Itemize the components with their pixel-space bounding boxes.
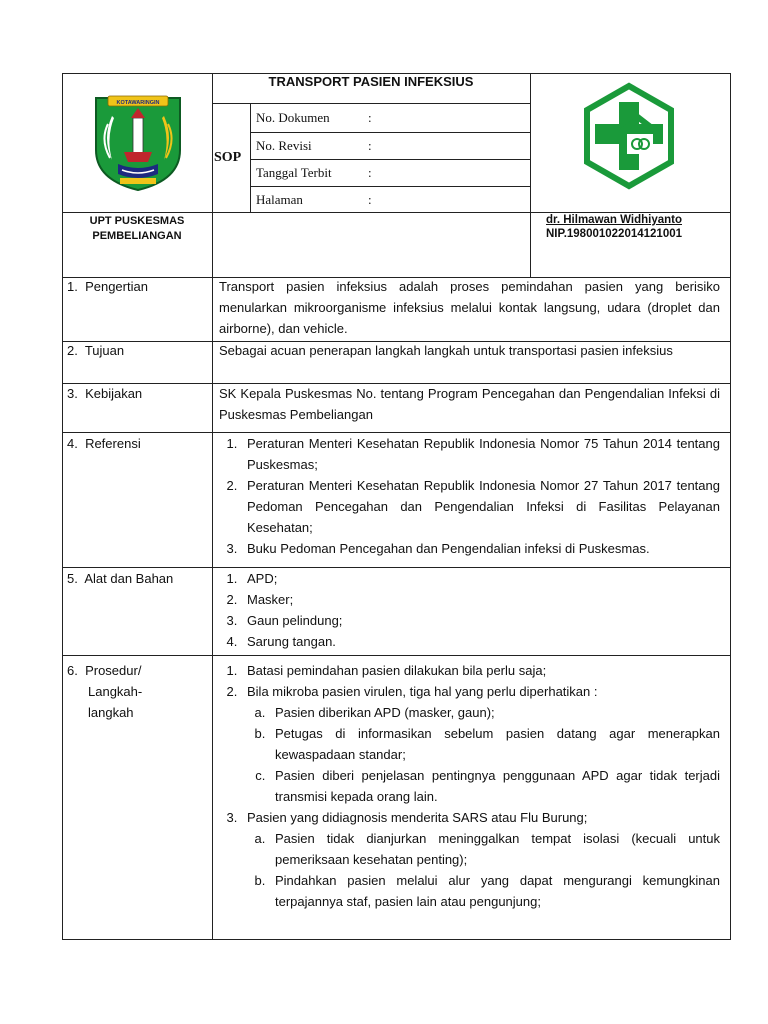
list-item: 3. Buku Pedoman Pencegahan dan Pengendalian infeksi di Puskesmas.: [241, 538, 720, 559]
sub-list-item: b. Pindahkan pasien melalui alur yang dapat mengurangi kemungkinan terpajannya staf, pasien lain atau pengunjung;: [269, 870, 720, 912]
right-logo: [581, 82, 677, 190]
sub-list-item: b. Petugas di informasikan sebelum pasien datang agar menerapkan kewaspadaan standar;: [269, 723, 720, 765]
list-item: 2. Masker;: [241, 589, 720, 610]
page-label: Halaman: [256, 192, 303, 207]
section-text-kebijakan: [219, 383, 720, 425]
puskesmas-logo-icon: [581, 82, 677, 190]
kebijakan-paragraph: SK Kepala Puskesmas No. tentang Program Pencegahan dan Pengendalian Infeksi di Puskesmas Pembeliangan: [219, 386, 720, 422]
prosedur-label-line2: Langkah-: [88, 684, 143, 699]
step-text: Pasien yang didiagnosis menderita SARS atau Flu Burung;: [247, 810, 588, 825]
publish-date-sep: :: [368, 165, 372, 180]
list-item: 1. Peraturan Menteri Kesehatan Republik Indonesia Nomor 75 Tahun 2014 tentang Puskesmas;: [241, 433, 720, 475]
left-logo: [90, 88, 186, 192]
doc-number-sep: :: [368, 110, 372, 125]
sub-list-item: a. Pasien diberikan APD (masker, gaun);: [269, 702, 720, 723]
revision-sep: :: [368, 138, 372, 153]
prosedur-label-line3: langkah: [88, 705, 134, 720]
list-item: 3. Gaun pelindung;: [241, 610, 720, 631]
prosedur-label-line1: 6. Prosedur/: [67, 663, 142, 678]
pengertian-paragraph: Transport pasien infeksius adalah proses pemindahan pasien yang berisiko menularkan mikroorganisme infeksius melalui kontak langsung, udara (droplet dan airborne), dan vehicle.: [219, 279, 720, 336]
sub-list-item: c. Pasien diberi penjelasan pentingnya penggunaan APD agar tidak terjadi transmisi kepada orang lain.: [269, 765, 720, 807]
document-title: TRANSPORT PASIEN INFEKSIUS: [268, 74, 474, 89]
list-item: [241, 660, 720, 681]
section-text-tujuan: [219, 340, 704, 361]
section-label-kebijakan: 3. Kebijakan: [67, 386, 143, 401]
signer-name: dr. Hilmawan Widhiyanto: [546, 214, 682, 226]
list-item: 1. APD;: [241, 568, 720, 589]
section-label-alat: 5. Alat dan Bahan: [67, 571, 174, 586]
step-text: Bila mikroba pasien virulen, tiga hal yang perlu diperhatikan :: [247, 684, 598, 699]
signer-nip: NIP.198001022014121001: [546, 228, 683, 240]
list-item: [241, 681, 720, 807]
publish-date-label: Tanggal Terbit: [256, 165, 332, 180]
section-label-pengertian: 1. Pengertian: [67, 279, 148, 294]
sub-list-item: a. Pasien tidak dianjurkan meninggalkan tempat isolasi (kecuali untuk pemeriksaan kesehatan penting);: [269, 828, 720, 870]
unit-name-line2: PEMBELIANGAN: [92, 230, 182, 242]
list-item: [241, 807, 720, 912]
doc-number-label: No. Dokumen: [256, 110, 330, 125]
sop-label: SOP: [214, 150, 242, 165]
section-label-prosedur: [67, 660, 142, 723]
unit-name-line1: UPT PUSKESMAS: [89, 215, 185, 227]
signer-block: [546, 213, 682, 241]
sub-list: [247, 702, 720, 807]
sub-list: [247, 828, 720, 912]
section-text-alat: [219, 568, 720, 652]
step-text: Batasi pemindahan pasien dilakukan bila perlu saja;: [247, 663, 547, 678]
unit-name: [62, 214, 212, 244]
prosedur-list: [219, 660, 720, 912]
referensi-list: [219, 433, 720, 559]
section-text-prosedur: [219, 660, 720, 912]
alat-list: [219, 568, 720, 652]
section-label-tujuan: 2. Tujuan: [67, 343, 125, 358]
revision-label: No. Revisi: [256, 138, 312, 153]
section-text-pengertian: [219, 276, 720, 339]
page-sep: :: [368, 192, 372, 207]
regency-emblem-icon: [90, 88, 186, 192]
section-label-referensi: 4. Referensi: [67, 436, 141, 451]
list-item: 4. Sarung tangan.: [241, 631, 720, 652]
svg-text:KOTAWARINGIN: KOTAWARINGIN: [116, 100, 160, 106]
list-item: 2. Peraturan Menteri Kesehatan Republik Indonesia Nomor 27 Tahun 2017 tentang Pedoman Pencegahan dan Pengendalian Infeksi di Fasilitas Pelayanan Kesehatan;: [241, 475, 720, 538]
section-text-referensi: [219, 433, 720, 559]
tujuan-paragraph: Sebagai acuan penerapan langkah langkah untuk transportasi pasien infeksius: [219, 343, 673, 358]
